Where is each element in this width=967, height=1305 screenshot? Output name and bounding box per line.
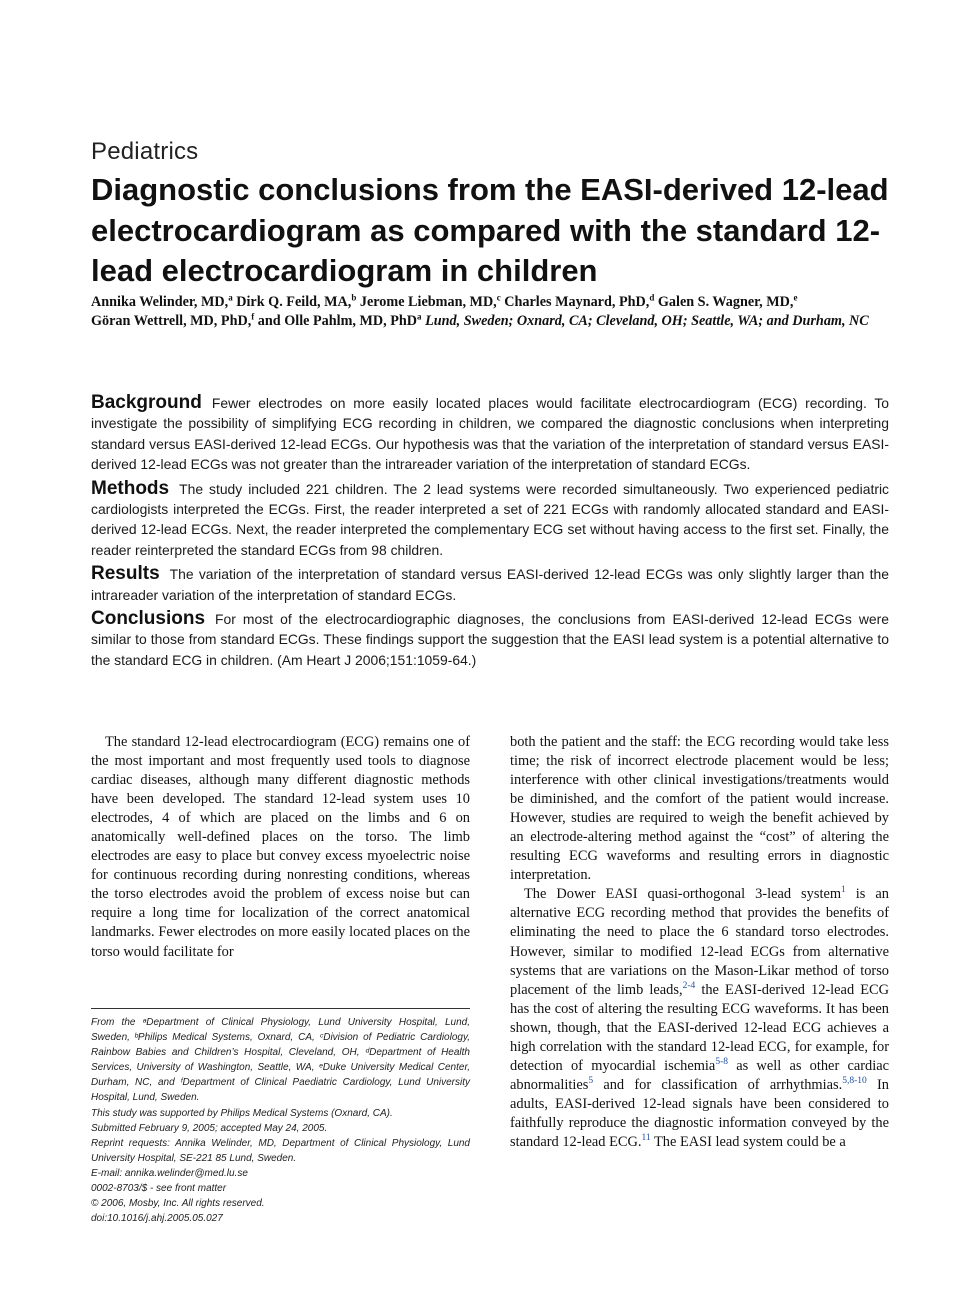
affiliation-marker: e xyxy=(793,292,798,303)
affiliation-marker: f xyxy=(251,311,255,322)
author-name: Dirk Q. Feild, MA, xyxy=(232,294,352,310)
reference-link[interactable]: 1 xyxy=(841,885,846,896)
abstract-text: The study included 221 children. The 2 lead systems were recorded simultaneously. Two experienced pediatric cardiologists interpreted the ECGs. First, the reader interpreted a set of 221 ECGs with randomly allocated standard and EASI-derived 12-lead ECGs. Next, the reader interpreted the complementary ECG set without having access to the first set. Finally, the reader reinterpreted the standard ECGs from 98 children. xyxy=(91,480,889,558)
footnote-reprint: Reprint requests: Annika Welinder, MD, Department of Clinical Physiology, Lund University Hospital, SE-221 85 Lund, Sweden. xyxy=(91,1137,470,1164)
abstract-text: The variation of the interpretation of standard versus EASI-derived 12-lead ECGs was only slightly larger than the intrareader variation of the interpretation of standard ECGs. xyxy=(91,566,889,603)
abstract-background xyxy=(91,393,889,475)
reference-link[interactable]: 5-8 xyxy=(715,1057,728,1067)
affiliation-marker: a xyxy=(228,292,233,303)
body-column-right xyxy=(510,733,889,1152)
footnote-affiliations: From the ᵃDepartment of Clinical Physiology, Lund University Hospital, Lund, Sweden, ᵇPhilips Medical Systems, Oxnard, CA, ᶜDivision of Pediatric Cardiology, Rainbow Babies and Children’s Hospital, Cleveland, OH, ᵈDepartment of Health Services, University of Washington, Seattle, WA, ᵉDuke University Medical Center, Durham, NC, and ᶠDepartment of Clinical Paediatric Cardiology, Lund University Hospital, Lund, Sweden. xyxy=(91,1017,470,1104)
body-text: as well as other cardiac abnormalities xyxy=(510,1057,890,1093)
affiliation-marker: b xyxy=(351,292,357,303)
body-text: The EASI lead system could be a xyxy=(650,1133,846,1150)
abstract-heading: Methods xyxy=(91,477,170,499)
footnote-issn: 0002-8703/$ - see front matter xyxy=(91,1183,227,1195)
abstract xyxy=(91,393,889,674)
body-text: In adults, EASI-derived 12-lead signals have been considered to faithfully reproduce the diagnostic information conveyed by the standard 12-lead ECG. xyxy=(510,1076,889,1150)
affiliation-marker: a xyxy=(417,311,422,322)
abstract-heading: Conclusions xyxy=(91,608,206,630)
body-paragraph: The standard 12-lead electrocardiogram (ECG) remains one of the most important and most frequently used tools to diagnose cardiac diseases, although many different diagnostic methods have been developed. The standard 12-lead system uses 10 electrodes, 4 of which are placed on the limbs and 6 on anatomically well-defined places on the torso. The limb electrodes are easy to place but convey excess myoelectric noise for continuous recording during nonresting conditions, whereas the torso electrodes avoid the problem of excess noise but can require a long time for localization of the correct anatomical landmarks. Fewer electrodes on more easily located places on the torso would facilitate for xyxy=(91,734,470,960)
body-paragraph xyxy=(510,885,889,1152)
author-name: Galen S. Wagner, MD, xyxy=(654,294,794,310)
author-name: Charles Maynard, PhD, xyxy=(500,294,650,310)
abstract-methods xyxy=(91,479,889,561)
reference-link[interactable]: 5 xyxy=(588,1076,594,1087)
reference-link[interactable]: 2-4 xyxy=(682,980,696,991)
body-text: the EASI-derived 12-lead ECG has the cost of altering the resulting ECG waveforms. It has been shown, though, that the EASI-derived 12-lead ECG achieves a high correlation with the standard 12-lead ECG, for example, for detection of myocardial ischemia xyxy=(510,981,890,1074)
body-text: and for classification of arrhythmias. xyxy=(593,1076,843,1093)
footnotes xyxy=(91,1015,470,1226)
footnote-copyright: © 2006, Mosby, Inc. All rights reserved. xyxy=(91,1198,265,1210)
author-name: Annika Welinder, MD, xyxy=(91,294,229,310)
abstract-results xyxy=(91,564,889,605)
author-locations: Lund, Sweden; Oxnard, CA; Cleveland, OH; Seattle, WA; and Durham, NC xyxy=(421,313,869,329)
author-list xyxy=(91,293,891,331)
footnote-email[interactable]: E-mail: annika.welinder@med.lu.se xyxy=(91,1167,248,1179)
body-text: is an alternative ECG recording method that provides the benefits of eliminating the need to place the 6 standard torso electrodes. However, similar to modified 12-lead ECGs from alternative systems that are variations on the Mason-Likar method of torso placement of the limb leads, xyxy=(510,886,889,998)
footnote-submitted: Submitted February 9, 2005; accepted May 24, 2005. xyxy=(91,1122,328,1134)
affiliation-marker: d xyxy=(649,292,655,303)
abstract-heading: Results xyxy=(91,563,160,585)
author-name: and Olle Pahlm, MD, PhD xyxy=(254,313,418,329)
abstract-conclusions xyxy=(91,609,889,670)
reference-link[interactable]: 11 xyxy=(641,1133,651,1144)
body-text: The Dower EASI quasi-orthogonal 3-lead system xyxy=(524,886,842,903)
reference-link[interactable]: 5,8-10 xyxy=(842,1076,867,1087)
abstract-text: Fewer electrodes on more easily located places would facilitate electrocardiogram (ECG) recording. To investigate the possibility of simplifying ECG recording in children, we compared the diagnostic conclusions when interpreting standard versus EASI-derived 12-lead ECGs. Our hypothesis was that the variation of the interpretation of standard versus EASI-derived 12-lead ECGs was not greater than the intrareader variation of the interpretation of standard ECGs. xyxy=(91,395,889,473)
author-name: Göran Wettrell, MD, PhD, xyxy=(91,313,252,329)
footnote-doi[interactable]: doi:10.1016/j.ahj.2005.05.027 xyxy=(91,1213,223,1225)
article-title: Diagnostic conclusions from the EASI-derived 12-lead electrocardiogram as compared with the standard 12-lead electrocardiogram in children xyxy=(91,172,889,288)
author-name: Jerome Liebman, MD, xyxy=(356,294,497,310)
body-column-left xyxy=(91,733,470,962)
affiliation-marker: c xyxy=(496,292,501,303)
abstract-heading: Background xyxy=(91,392,202,413)
abstract-text: For most of the electrocardiographic diagnoses, the conclusions from EASI-derived 12-lead ECGs were similar to those from standard ECGs. These findings support the suggestion that the EASI lead system is a potential alternative to the standard ECG in children. (Am Heart J 2006;151:1059-64.) xyxy=(91,611,889,668)
section-label: Pediatrics xyxy=(91,138,199,165)
footnote-support: This study was supported by Philips Medical Systems (Oxnard, CA). xyxy=(91,1107,393,1119)
body-paragraph: both the patient and the staff: the ECG recording would take less time; the risk of incorrect electrode placement would be less; interference with other clinical investigations/treatments would be diminished, and the comfort of the patient would increase. However, studies are required to weigh the benefit achieved by an electrode-altering method against the “cost” of altering the resulting ECG waveforms and resulting errors in diagnostic interpretation. xyxy=(510,734,889,884)
footnote-divider xyxy=(91,1008,470,1009)
